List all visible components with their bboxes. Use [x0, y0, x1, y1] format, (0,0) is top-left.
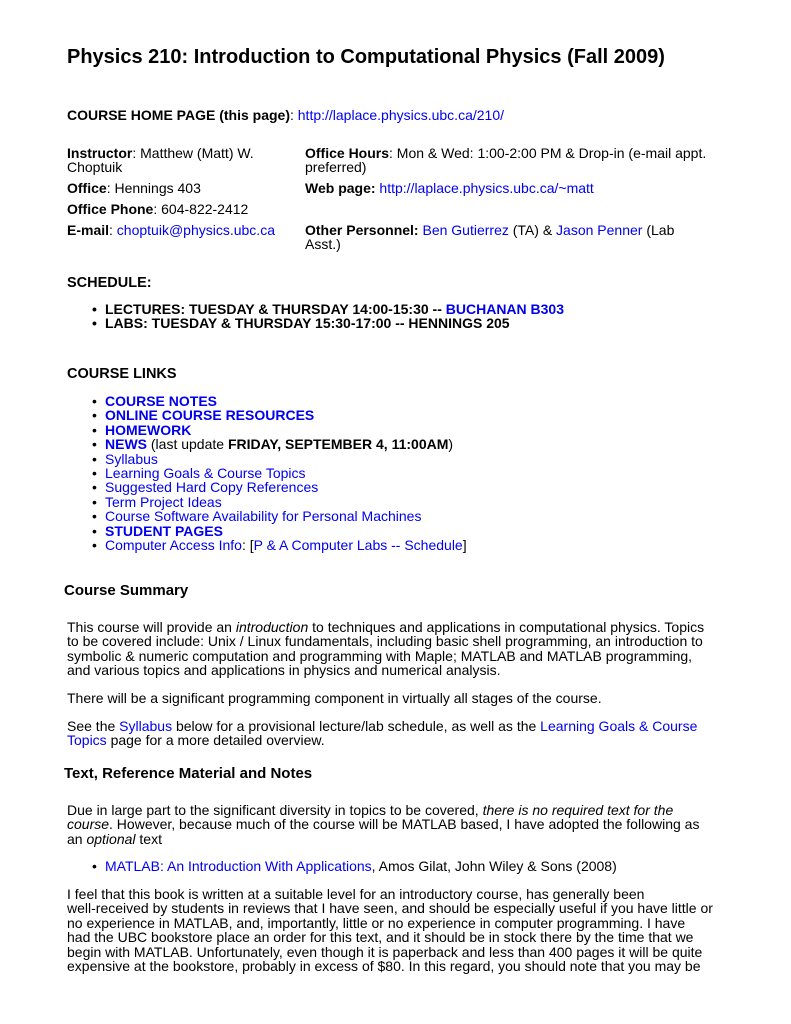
list-item	[90, 423, 467, 437]
learning-goals-link[interactable]: Learning Goals & Course Topics	[105, 464, 306, 481]
matlab-book-link[interactable]: MATLAB: An Introduction With Applications	[105, 858, 372, 874]
summary-paragraph-3: See the Syllabus below for a provisional lecture/lab schedule, as well as the Learning Goals & Course Topics page for a more detailed overview.	[67, 718, 698, 749]
list-item	[90, 495, 467, 509]
instructor-value-cont: Choptuik	[67, 159, 123, 175]
list-item	[90, 509, 467, 523]
email-cell	[67, 223, 275, 237]
schedule-lectures: • LECTURES: TUESDAY & THURSDAY 14:00-15:30 -- BUCHANAN B303	[90, 302, 564, 316]
home-label: COURSE HOME PAGE (this page)	[67, 107, 290, 123]
list-item: • Computer Access Info: [P & A Computer Labs -- Schedule]	[90, 538, 467, 552]
office-cell	[67, 181, 201, 195]
phone-cell	[67, 202, 248, 216]
instructor-cell	[67, 146, 297, 174]
schedule-list	[90, 302, 564, 331]
office-label: Office	[67, 180, 107, 196]
page-title: Physics 210: Introduction to Computational Physics (Fall 2009)	[67, 46, 665, 68]
home-link[interactable]: http://laplace.physics.ubc.ca/210/	[297, 107, 504, 123]
computer-access-link[interactable]: Computer Access Info	[105, 536, 242, 553]
pa-labs-link[interactable]: P & A Computer Labs	[253, 536, 388, 553]
webpage-cell	[305, 181, 594, 195]
list-item	[90, 394, 467, 408]
summary-paragraph-1: This course will provide an introduction to techniques and applications in computational physics. Topics to be covered include: Unix / Linux fundamentals, including basic shell programming, an introduction to symbolic & numeric computation and programming with Maple; MATLAB and MATLAB programming, and various topics and applications in physics and numerical analysis.	[67, 619, 705, 679]
email-link[interactable]: choptuik@physics.ubc.ca	[116, 222, 275, 238]
schedule-labs: • LABS: TUESDAY & THURSDAY 15:30-17:00 -- HENNINGS 205	[90, 316, 564, 330]
instructor-label: Instructor	[67, 145, 133, 161]
list-item: • MATLAB: An Introduction With Applications, Amos Gilat, John Wiley & Sons (2008)	[90, 859, 617, 873]
lecture-room-link[interactable]: BUCHANAN B303	[445, 301, 565, 317]
office-hours-cell	[305, 146, 735, 174]
text-paragraph-1: Due in large part to the significant diversity in topics to be covered, there is no required text for the course. However, because much of the course will be MATLAB based, I have adopted the following as an optional text	[67, 802, 700, 847]
webpage-link[interactable]: http://laplace.physics.ubc.ca/~matt	[379, 180, 594, 196]
news-update-prefix: (last update	[147, 436, 228, 453]
lab-asst-link[interactable]: Jason Penner	[556, 222, 643, 238]
list-item	[90, 408, 467, 422]
office-hours-label: Office Hours	[305, 145, 390, 161]
ta-link[interactable]: Ben Gutierrez	[422, 222, 509, 238]
ta-role: (TA) &	[508, 222, 557, 238]
personnel-cell	[305, 223, 735, 251]
email-sep: :	[109, 222, 117, 238]
list-item	[90, 524, 467, 538]
list-item: • NEWS (last update FRIDAY, SEPTEMBER 4, 11:00AM)	[90, 437, 467, 451]
homework-link[interactable]: HOMEWORK	[105, 421, 192, 438]
instructor-value: : Matthew (Matt) W.	[132, 145, 254, 161]
text-paragraph-2: I feel that this book is written at a suitable level for an introductory course, has generally been well-received by students in reviews that I have seen, and should be especially useful if you have little or no experience in MATLAB, and, importantly, little or no experience in computer programming. I have had the UBC bookstore place an order for this text, and it should be in stock there by the time that we begin with MATLAB. Unfortunately, even though it is paperback and less than 400 pages it will be quite expensive at the bookstore, probably in excess of $80. In this regard, you should note that you may be	[67, 886, 713, 975]
home-line: COURSE HOME PAGE (this page): http://laplace.physics.ubc.ca/210/	[67, 107, 504, 123]
term-project-link[interactable]: Term Project Ideas	[105, 493, 222, 510]
learning-goals-inline-link-cont[interactable]: Topics	[67, 732, 107, 749]
lab-asst-role: (Lab	[642, 222, 675, 238]
news-link[interactable]: NEWS	[105, 436, 147, 453]
email-label: E-mail	[67, 222, 110, 238]
software-availability-link[interactable]: Course Software Availability for Personal Machines	[105, 508, 422, 525]
phone-value: : 604-822-2412	[153, 201, 249, 217]
course-links-list	[90, 394, 467, 552]
course-summary-heading: Course Summary	[64, 582, 189, 599]
list-item	[90, 452, 467, 466]
office-value: : Hennings 403	[106, 180, 201, 196]
course-links-heading: COURSE LINKS	[67, 366, 177, 382]
webpage-label: Web page:	[305, 180, 376, 196]
list-item	[90, 466, 467, 480]
summary-paragraph-2: There will be a significant programming component in virtually all stages of the course.	[67, 690, 602, 706]
lab-asst-role-cont: Asst.)	[305, 236, 341, 252]
personnel-label: Other Personnel:	[305, 222, 419, 238]
hard-copy-refs-link[interactable]: Suggested Hard Copy References	[105, 479, 319, 496]
list-item	[90, 480, 467, 494]
course-notes-link[interactable]: COURSE NOTES	[105, 393, 218, 409]
office-hours-value-cont: preferred)	[305, 159, 367, 175]
syllabus-inline-link[interactable]: Syllabus	[119, 718, 173, 734]
text-book-list	[90, 859, 617, 873]
student-pages-link[interactable]: STUDENT PAGES	[105, 522, 223, 539]
text-reference-heading: Text, Reference Material and Notes	[64, 765, 313, 782]
learning-goals-inline-link[interactable]: Learning Goals & Course	[540, 718, 698, 734]
syllabus-link[interactable]: Syllabus	[105, 450, 158, 467]
schedule-link[interactable]: Schedule	[404, 536, 463, 553]
office-hours-value: : Mon & Wed: 1:00-2:00 PM & Drop-in (e-mail appt.	[389, 145, 707, 161]
online-resources-link[interactable]: ONLINE COURSE RESOURCES	[105, 407, 315, 424]
news-update-date: FRIDAY, SEPTEMBER 4, 11:00AM	[227, 436, 449, 453]
schedule-heading: SCHEDULE:	[67, 275, 152, 291]
phone-label: Office Phone	[67, 201, 154, 217]
